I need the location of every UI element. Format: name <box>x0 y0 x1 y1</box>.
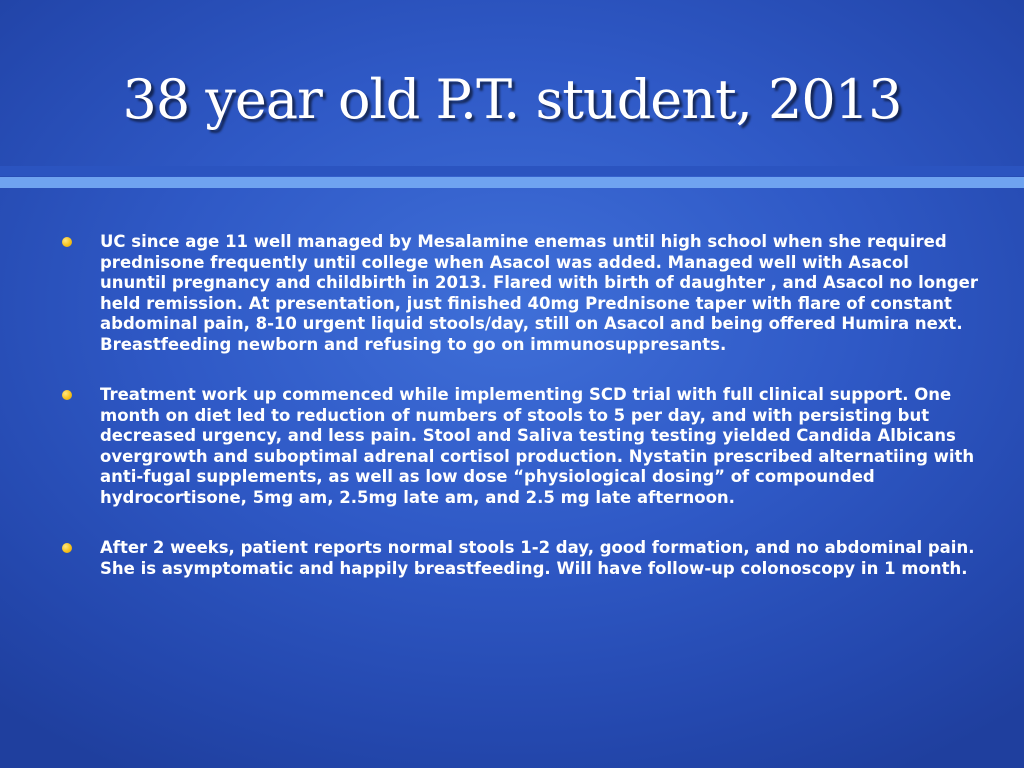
title-divider-dark <box>0 166 1024 176</box>
bullet-dot-icon <box>62 390 72 400</box>
bullet-dot-icon <box>62 543 72 553</box>
bullet-list <box>60 232 980 609</box>
bullet-text: UC since age 11 well managed by Mesalamine enemas until high school when she required prednisone frequently until college when Asacol was added. Managed well with Asacol ununtil pregnancy and childbirth in 2013. Flared with birth of daughter , and Asacol no longer held remission. At presentation, just finished 40mg Prednisone taper with flare of constant abdominal pain, 8-10 urgent liquid stools/day, still on Asacol and being offered Humira next. Breastfeeding newborn and refusing to go on immunosuppresants. <box>100 232 979 354</box>
title-divider <box>0 177 1024 188</box>
bullet-item-2 <box>60 385 980 508</box>
bullet-text: Treatment work up commenced while implementing SCD trial with full clinical support. One month on diet led to reduction of numbers of stools to 5 per day, and with persisting but decreased urgency, and less pain. Stool and Saliva testing testing yielded Candida Albicans overgrowth and suboptimal adrenal cortisol production. Nystatin prescribed alternatiing with anti-fugal supplements, as well as low dose “physiological dosing” of compounded hydrocortisone, 5mg am, 2.5mg late am, and 2.5 mg late afternoon. <box>100 385 975 507</box>
slide-title: 38 year old P.T. student, 2013 <box>122 68 902 131</box>
bullet-item-1 <box>60 232 980 355</box>
bullet-dot-icon <box>62 237 72 247</box>
bullet-text: After 2 weeks, patient reports normal stools 1-2 day, good formation, and no abdominal pain. She is asymptomatic and happily breastfeeding. Will have follow-up colonoscopy in 1 month. <box>100 538 975 578</box>
bullet-item-3 <box>60 538 980 579</box>
